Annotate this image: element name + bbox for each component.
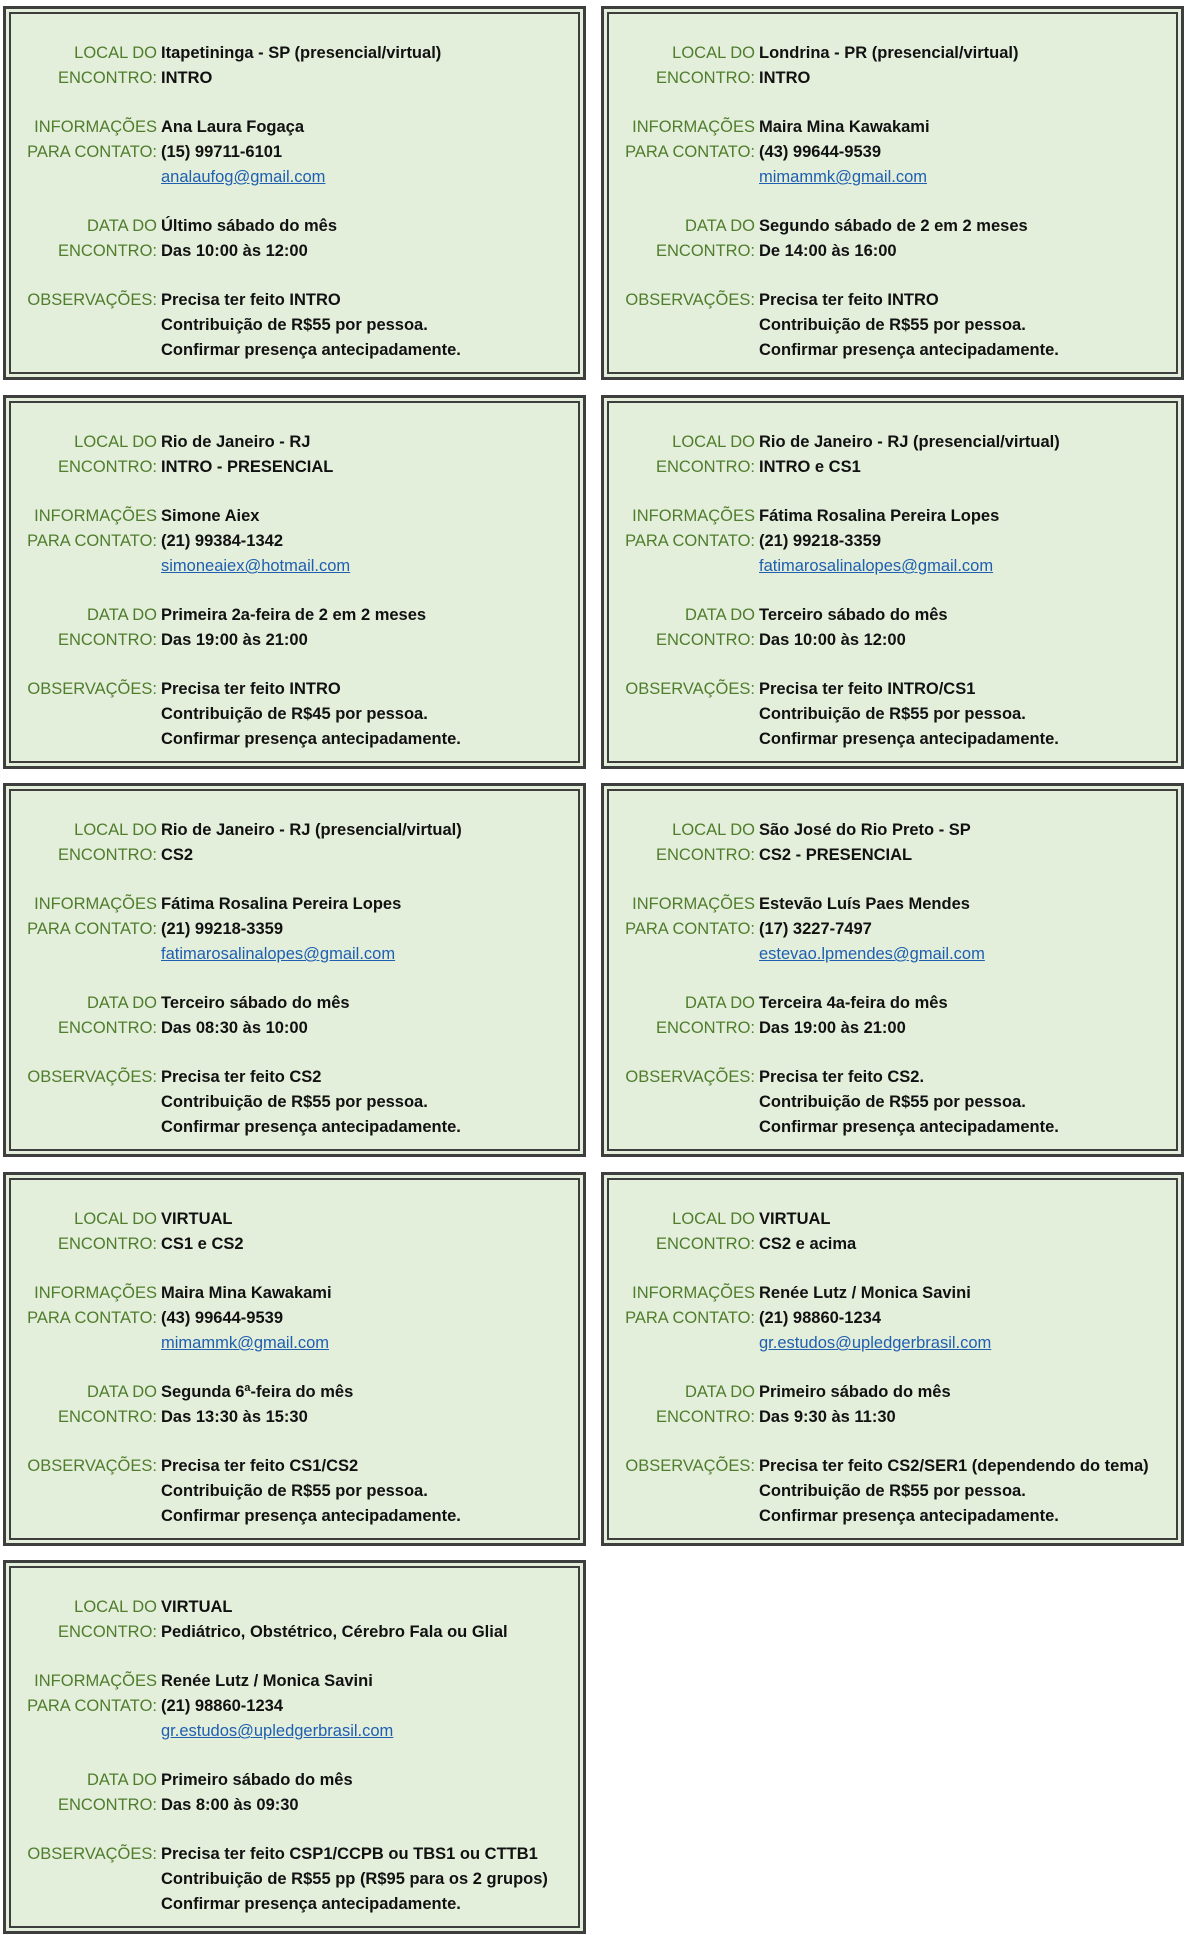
meeting-time-value: Das 9:30 às 11:30: [759, 1408, 896, 1426]
card-row: [604, 843, 1181, 868]
field-label: OBSERVAÇÕES:: [27, 291, 157, 309]
field-label: LOCAL DO: [672, 821, 755, 839]
card-row: [6, 1207, 583, 1232]
observation-contribution: Contribuição de R$55 pp (R$95 para os 2 grupos): [161, 1870, 548, 1888]
card-row: [604, 41, 1181, 66]
field-label: INFORMAÇÕES: [34, 1672, 157, 1690]
card-row: [604, 529, 1181, 554]
card-row: [6, 991, 583, 1016]
observation-contribution: Contribuição de R$55 por pessoa.: [759, 1093, 1026, 1111]
field-label: OBSERVAÇÕES:: [27, 1457, 157, 1475]
card-row: [6, 1115, 583, 1140]
field-label: INFORMAÇÕES: [632, 507, 755, 525]
card-row: [6, 917, 583, 942]
contact-name-value: Simone Aiex: [161, 507, 260, 525]
observation-contribution: Contribuição de R$55 por pessoa.: [759, 1482, 1026, 1500]
meeting-date-value: Primeiro sábado do mês: [759, 1383, 951, 1401]
meeting-date-value: Terceira 4a-feira do mês: [759, 994, 948, 1012]
card-row: [604, 1232, 1181, 1257]
encounter-type-value: CS2 e acima: [759, 1235, 857, 1253]
field-label: ENCONTRO:: [58, 1019, 157, 1037]
card-row: [6, 1892, 583, 1917]
card-row: [6, 628, 583, 653]
meeting-time-value: Das 8:00 às 09:30: [161, 1796, 299, 1814]
card-row: [604, 628, 1181, 653]
contact-phone-value: (15) 99711-6101: [161, 143, 283, 161]
contact-email-link[interactable]: mimammk@gmail.com: [759, 168, 928, 186]
card-row: [6, 313, 583, 338]
contact-name-value: Fátima Rosalina Pereira Lopes: [759, 507, 1000, 525]
observation-confirmation: Confirmar presença antecipadamente.: [161, 730, 461, 748]
card-row: [604, 892, 1181, 917]
field-label: PARA CONTATO:: [625, 143, 755, 161]
field-label: ENCONTRO:: [656, 458, 755, 476]
field-label: INFORMAÇÕES: [34, 507, 157, 525]
contact-email-link[interactable]: gr.estudos@upledgerbrasil.com: [161, 1722, 394, 1740]
meeting-card: [3, 783, 586, 1157]
encounter-type-value: CS1 e CS2: [161, 1235, 244, 1253]
field-label: PARA CONTATO:: [27, 143, 157, 161]
card-row: [6, 1454, 583, 1479]
observation-contribution: Contribuição de R$55 por pessoa.: [161, 316, 428, 334]
card-row: [604, 239, 1181, 264]
card-row: [6, 818, 583, 843]
card-row: [604, 115, 1181, 140]
card-row: [604, 338, 1181, 363]
card-row: [604, 1090, 1181, 1115]
field-label: ENCONTRO:: [58, 458, 157, 476]
card-row: [6, 1281, 583, 1306]
card-row: [604, 1504, 1181, 1529]
contact-name-value: Ana Laura Fogaça: [161, 118, 305, 136]
local-value: VIRTUAL: [759, 1210, 831, 1228]
observation-contribution: Contribuição de R$45 por pessoa.: [161, 705, 428, 723]
observation-confirmation: Confirmar presença antecipadamente.: [759, 730, 1059, 748]
field-label: ENCONTRO:: [58, 242, 157, 260]
local-value: Rio de Janeiro - RJ (presencial/virtual): [161, 821, 462, 839]
encounter-type-value: INTRO: [759, 69, 811, 87]
meeting-card: [3, 395, 586, 769]
encounter-type-value: CS2: [161, 846, 194, 864]
field-label: LOCAL DO: [672, 44, 755, 62]
card-row: [6, 677, 583, 702]
card-row: [6, 41, 583, 66]
contact-phone-value: (21) 98860-1234: [759, 1309, 882, 1327]
card-row: [6, 430, 583, 455]
field-label: LOCAL DO: [672, 433, 755, 451]
card-row: [6, 1232, 583, 1257]
contact-phone-value: (21) 99384-1342: [161, 532, 284, 550]
observation-contribution: Contribuição de R$55 por pessoa.: [759, 316, 1026, 334]
observation-confirmation: Confirmar presença antecipadamente.: [161, 1118, 461, 1136]
card-row: [6, 115, 583, 140]
card-row: [6, 529, 583, 554]
observation-requirement: Precisa ter feito CSP1/CCPB ou TBS1 ou CTTB1: [161, 1845, 538, 1863]
field-label: LOCAL DO: [74, 44, 157, 62]
field-label: LOCAL DO: [74, 1598, 157, 1616]
card-row: [604, 504, 1181, 529]
contact-name-value: Renée Lutz / Monica Savini: [161, 1672, 373, 1690]
meeting-date-value: Segundo sábado de 2 em 2 meses: [759, 217, 1028, 235]
meeting-time-value: Das 08:30 às 10:00: [161, 1019, 308, 1037]
card-row: [6, 1504, 583, 1529]
card-row: [604, 313, 1181, 338]
card-row: [6, 1694, 583, 1719]
observation-requirement: Precisa ter feito INTRO: [161, 291, 341, 309]
field-label: ENCONTRO:: [58, 846, 157, 864]
field-label: DATA DO: [87, 606, 157, 624]
card-row: [6, 504, 583, 529]
field-label: ENCONTRO:: [656, 69, 755, 87]
field-label: OBSERVAÇÕES:: [27, 1845, 157, 1863]
card-row: [604, 1380, 1181, 1405]
card-row: [604, 917, 1181, 942]
meeting-card: [3, 6, 586, 380]
card-row: [604, 554, 1181, 579]
observation-requirement: Precisa ter feito INTRO: [161, 680, 341, 698]
encounter-type-value: INTRO - PRESENCIAL: [161, 458, 334, 476]
meeting-time-value: Das 10:00 às 12:00: [161, 242, 308, 260]
contact-email-link[interactable]: estevao.lpmendes@gmail.com: [759, 945, 985, 963]
meeting-date-value: Terceiro sábado do mês: [161, 994, 350, 1012]
encounter-type-value: INTRO: [161, 69, 213, 87]
card-row: [6, 455, 583, 480]
contact-email-link[interactable]: gr.estudos@upledgerbrasil.com: [759, 1334, 992, 1352]
observation-contribution: Contribuição de R$55 por pessoa.: [759, 705, 1026, 723]
field-label: INFORMAÇÕES: [34, 1284, 157, 1302]
field-label: PARA CONTATO:: [625, 1309, 755, 1327]
field-label: ENCONTRO:: [656, 242, 755, 260]
card-row: [6, 843, 583, 868]
field-label: DATA DO: [685, 217, 755, 235]
field-label: ENCONTRO:: [656, 1019, 755, 1037]
contact-email-link[interactable]: analaufog@gmail.com: [161, 168, 326, 186]
card-row: [604, 677, 1181, 702]
card-row: [6, 1719, 583, 1744]
observation-confirmation: Confirmar presença antecipadamente.: [759, 341, 1059, 359]
meeting-date-value: Primeira 2a-feira de 2 em 2 meses: [161, 606, 427, 624]
field-label: INFORMAÇÕES: [34, 118, 157, 136]
card-row: [6, 892, 583, 917]
card-row: [6, 1620, 583, 1645]
card-row: [6, 942, 583, 967]
card-row: [6, 338, 583, 363]
field-label: OBSERVAÇÕES:: [625, 1068, 755, 1086]
card-row: [604, 1207, 1181, 1232]
card-row: [6, 165, 583, 190]
field-label: DATA DO: [87, 994, 157, 1012]
meeting-time-value: Das 13:30 às 15:30: [161, 1408, 308, 1426]
card-row: [6, 1090, 583, 1115]
field-label: INFORMAÇÕES: [632, 1284, 755, 1302]
card-row: [6, 554, 583, 579]
observation-confirmation: Confirmar presença antecipadamente.: [161, 1895, 461, 1913]
field-label: OBSERVAÇÕES:: [625, 291, 755, 309]
card-row: [604, 165, 1181, 190]
card-row: [604, 1281, 1181, 1306]
field-label: ENCONTRO:: [656, 631, 755, 649]
meeting-date-value: Último sábado do mês: [161, 217, 338, 235]
card-row: [6, 1405, 583, 1430]
card-row: [6, 140, 583, 165]
card-row: [604, 603, 1181, 628]
meeting-time-value: Das 19:00 às 21:00: [161, 631, 308, 649]
card-row: [604, 140, 1181, 165]
observation-confirmation: Confirmar presença antecipadamente.: [161, 1507, 461, 1525]
observation-contribution: Contribuição de R$55 por pessoa.: [161, 1093, 428, 1111]
meeting-time-value: Das 19:00 às 21:00: [759, 1019, 906, 1037]
observation-requirement: Precisa ter feito CS1/CS2: [161, 1457, 359, 1475]
local-value: Itapetininga - SP (presencial/virtual): [161, 44, 442, 62]
field-label: ENCONTRO:: [656, 1235, 755, 1253]
card-row: [6, 1669, 583, 1694]
field-label: PARA CONTATO:: [27, 1697, 157, 1715]
observation-requirement: Precisa ter feito INTRO/CS1: [759, 680, 976, 698]
field-label: LOCAL DO: [74, 821, 157, 839]
observation-requirement: Precisa ter feito CS2.: [759, 1068, 925, 1086]
card-row: [6, 1331, 583, 1356]
field-label: ENCONTRO:: [58, 1235, 157, 1253]
observation-confirmation: Confirmar presença antecipadamente.: [759, 1118, 1059, 1136]
contact-phone-value: (21) 99218-3359: [161, 920, 284, 938]
field-label: PARA CONTATO:: [27, 532, 157, 550]
contact-email-link[interactable]: mimammk@gmail.com: [161, 1334, 330, 1352]
card-row: [604, 288, 1181, 313]
card-row: [604, 1479, 1181, 1504]
card-row: [604, 818, 1181, 843]
field-label: INFORMAÇÕES: [632, 895, 755, 913]
field-label: ENCONTRO:: [58, 631, 157, 649]
field-label: LOCAL DO: [672, 1210, 755, 1228]
field-label: OBSERVAÇÕES:: [27, 1068, 157, 1086]
card-row: [604, 66, 1181, 91]
card-row: [6, 66, 583, 91]
meeting-card: [601, 395, 1184, 769]
field-label: OBSERVAÇÕES:: [625, 1457, 755, 1475]
card-row: [604, 727, 1181, 752]
observation-requirement: Precisa ter feito INTRO: [759, 291, 939, 309]
card-row: [6, 1065, 583, 1090]
card-row: [6, 1768, 583, 1793]
card-row: [6, 1380, 583, 1405]
meeting-date-value: Segunda 6ª-feira do mês: [161, 1383, 354, 1401]
observation-requirement: Precisa ter feito CS2/SER1 (dependendo do tema): [759, 1457, 1149, 1475]
field-label: LOCAL DO: [74, 433, 157, 451]
card-row: [6, 1479, 583, 1504]
card-row: [6, 727, 583, 752]
card-row: [604, 1306, 1181, 1331]
local-value: Londrina - PR (presencial/virtual): [759, 44, 1019, 62]
field-label: PARA CONTATO:: [625, 920, 755, 938]
card-row: [6, 288, 583, 313]
contact-phone-value: (21) 98860-1234: [161, 1697, 284, 1715]
card-row: [604, 430, 1181, 455]
card-row: [6, 1867, 583, 1892]
card-row: [604, 942, 1181, 967]
card-row: [6, 1016, 583, 1041]
field-label: DATA DO: [87, 217, 157, 235]
encounter-type-value: CS2 - PRESENCIAL: [759, 846, 913, 864]
card-row: [604, 991, 1181, 1016]
card-row: [6, 1842, 583, 1867]
observation-requirement: Precisa ter feito CS2: [161, 1068, 322, 1086]
field-label: DATA DO: [685, 994, 755, 1012]
contact-name-value: Maira Mina Kawakami: [759, 118, 930, 136]
local-value: Rio de Janeiro - RJ: [161, 433, 311, 451]
card-row: [604, 1016, 1181, 1041]
contact-phone-value: (43) 99644-9539: [759, 143, 882, 161]
field-label: ENCONTRO:: [58, 69, 157, 87]
card-row: [604, 1331, 1181, 1356]
card-row: [6, 1793, 583, 1818]
field-label: PARA CONTATO:: [625, 532, 755, 550]
card-row: [6, 702, 583, 727]
contact-phone-value: (43) 99644-9539: [161, 1309, 284, 1327]
field-label: DATA DO: [87, 1771, 157, 1789]
card-row: [6, 214, 583, 239]
observation-contribution: Contribuição de R$55 por pessoa.: [161, 1482, 428, 1500]
card-row: [604, 455, 1181, 480]
contact-name-value: Maira Mina Kawakami: [161, 1284, 332, 1302]
contact-phone-value: (21) 99218-3359: [759, 532, 882, 550]
field-label: INFORMAÇÕES: [632, 118, 755, 136]
observation-confirmation: Confirmar presença antecipadamente.: [161, 341, 461, 359]
field-label: DATA DO: [685, 1383, 755, 1401]
contact-name-value: Estevão Luís Paes Mendes: [759, 895, 970, 913]
meeting-card: [3, 1172, 586, 1546]
field-label: OBSERVAÇÕES:: [27, 680, 157, 698]
field-label: ENCONTRO:: [656, 1408, 755, 1426]
card-row: [6, 603, 583, 628]
field-label: DATA DO: [685, 606, 755, 624]
local-value: VIRTUAL: [161, 1598, 233, 1616]
meeting-time-value: Das 10:00 às 12:00: [759, 631, 906, 649]
local-value: VIRTUAL: [161, 1210, 233, 1228]
card-row: [6, 1595, 583, 1620]
meeting-date-value: Primeiro sábado do mês: [161, 1771, 353, 1789]
field-label: LOCAL DO: [74, 1210, 157, 1228]
card-row: [604, 1405, 1181, 1430]
meeting-date-value: Terceiro sábado do mês: [759, 606, 948, 624]
contact-email-link[interactable]: fatimarosalinalopes@gmail.com: [759, 557, 994, 575]
observation-confirmation: Confirmar presença antecipadamente.: [759, 1507, 1059, 1525]
field-label: ENCONTRO:: [58, 1796, 157, 1814]
field-label: ENCONTRO:: [58, 1408, 157, 1426]
field-label: DATA DO: [87, 1383, 157, 1401]
card-row: [604, 1065, 1181, 1090]
contact-name-value: Fátima Rosalina Pereira Lopes: [161, 895, 402, 913]
field-label: PARA CONTATO:: [27, 920, 157, 938]
meeting-time-value: De 14:00 às 16:00: [759, 242, 897, 260]
encounter-type-value: Pediátrico, Obstétrico, Cérebro Fala ou Glial: [161, 1623, 508, 1641]
card-row: [604, 1454, 1181, 1479]
field-label: PARA CONTATO:: [27, 1309, 157, 1327]
card-row: [6, 239, 583, 264]
card-row: [604, 702, 1181, 727]
field-label: ENCONTRO:: [656, 846, 755, 864]
field-label: INFORMAÇÕES: [34, 895, 157, 913]
field-label: ENCONTRO:: [58, 1623, 157, 1641]
contact-email-link[interactable]: simoneaiex@hotmail.com: [161, 557, 351, 575]
card-row: [6, 1306, 583, 1331]
meeting-card: [601, 783, 1184, 1157]
card-row: [604, 1115, 1181, 1140]
meeting-card: [601, 6, 1184, 380]
encounter-type-value: INTRO e CS1: [759, 458, 861, 476]
meeting-card: [3, 1560, 586, 1934]
local-value: São José do Rio Preto - SP: [759, 821, 971, 839]
local-value: Rio de Janeiro - RJ (presencial/virtual): [759, 433, 1060, 451]
meeting-card: [601, 1172, 1184, 1546]
field-label: OBSERVAÇÕES:: [625, 680, 755, 698]
card-row: [604, 214, 1181, 239]
contact-name-value: Renée Lutz / Monica Savini: [759, 1284, 971, 1302]
contact-email-link[interactable]: fatimarosalinalopes@gmail.com: [161, 945, 396, 963]
contact-phone-value: (17) 3227-7497: [759, 920, 872, 938]
